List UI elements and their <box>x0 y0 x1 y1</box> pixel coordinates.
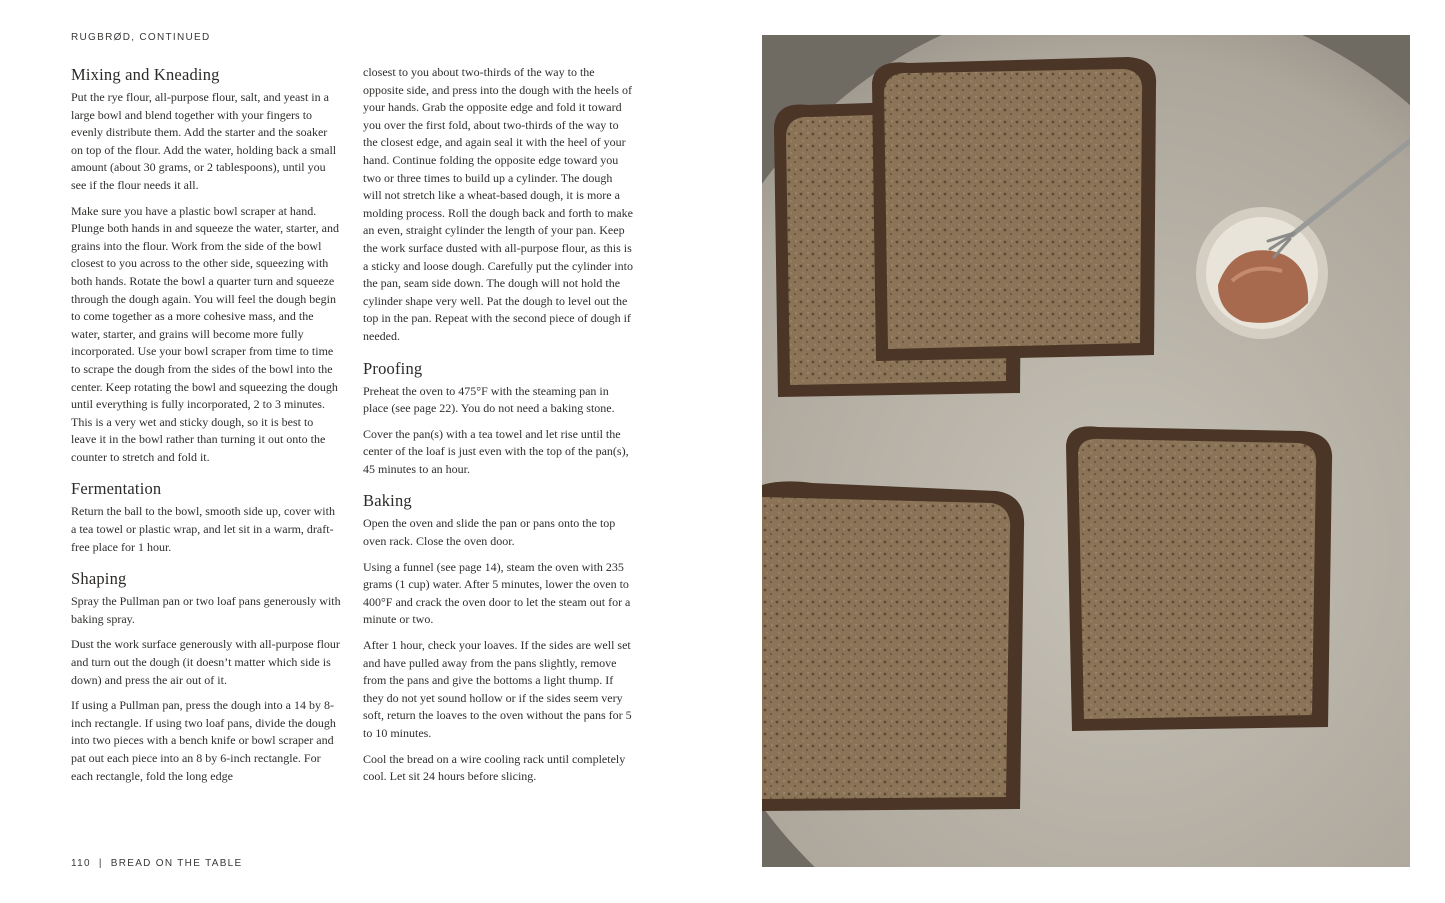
paragraph: If using a Pullman pan, press the dough into a 14 by 8-inch rectangle. If using two loaf pans, divide the dough into two pieces with a bench knife or bowl scraper and pat out each piece into an 8 by 6-inch rectangle. For each rectangle, fold the long edge <box>71 698 336 783</box>
bread-slice <box>1066 426 1332 731</box>
heading-shaping: Shaping <box>71 569 127 589</box>
herring-jar <box>1196 207 1328 339</box>
heading-mixing: Mixing and Kneading <box>71 65 220 84</box>
bread-slice <box>872 57 1156 361</box>
heading-baking: Baking <box>363 491 412 511</box>
running-head: RUGBRØD, CONTINUED <box>71 32 211 43</box>
paragraph: Preheat the oven to 475°F with the steaming pan in place (see page 22). You do not need a baking stone. <box>363 383 615 416</box>
section-proofing <box>363 358 633 479</box>
page-number: 110 <box>71 858 91 869</box>
paragraph: After 1 hour, check your loaves. If the sides are well set and have pulled away from the pans slightly, remove from the pans and give the bottoms a light thump. If they do not yet sound hollow or if the sides seem very soft, return the loaves to the oven without the pans for 5 to 10 minutes. <box>363 638 632 740</box>
footer-separator: | <box>98 858 103 869</box>
paragraph: Open the oven and slide the pan or pans onto the top oven rack. Close the oven door. <box>363 516 616 549</box>
text-column-right <box>363 64 633 794</box>
bread-slices-photo <box>762 35 1410 867</box>
page-footer <box>71 858 243 869</box>
paragraph: Using a funnel (see page 14), steam the oven with 235 grams (1 cup) water. After 5 minutes, lower the oven to 400°F and crack the oven door to let the steam out for a minute or two. <box>363 559 631 627</box>
section-fermentation <box>71 478 341 556</box>
section-mixing <box>71 64 341 466</box>
paragraph: Make sure you have a plastic bowl scraper at hand. Plunge both hands in and squeeze the water, starter, and grains into the flour. Work from the side of the bowl closest to you across to the other side, squeezing with both hands. Rotate the bowl a quarter turn and squeeze through the dough again. You will feel the dough begin to come together as a more cohesive mass, and the water, starter, and grains will become more fully incorporated. Use your bowl scraper from time to time to scrape the dough from the sides of the bowl into the center. Keep rotating the bowl and squeezing the dough until everything is fully incorporated, 2 to 3 minutes. This is a very wet and sticky dough, so it is best to leave it in the bowl rather than turning it out onto the counter to stretch and fold it. <box>71 203 339 464</box>
paragraph-shaping-continued: closest to you about two-thirds of the way to the opposite side, and press into the dough with the heels of your hands. Grab the opposite edge and fold it toward you over the first fold, about two-thirds of the way to the closest edge, and again seal it with the heel of your hand. Continue folding the opposite edge toward you two or three times to build up a cylinder. The dough will not stretch like a wheat-based dough, it is more a molding process. Roll the dough back and forth to make an even, straight cylinder the length of your pan. Keep the work surface dusted with all-purpose flour, as this is a sticky and loose dough. Carefully put the cylinder into the pan, seam side down. The dough will not hold the cylinder shape very well. Pat the dough to level out the top in the pan. Repeat with the second piece of dough if needed. <box>363 65 633 343</box>
paragraph: Put the rye flour, all-purpose flour, salt, and yeast in a large bowl and blend together with your fingers to evenly distribute them. Add the starter and the soaker on top of the flour. Add the water, holding back a small amount (about 30 grams, or 2 tablespoons), until you see if the flour needs it all. <box>71 90 337 192</box>
paragraph: Spray the Pullman pan or two loaf pans generously with baking spray. <box>71 594 341 626</box>
paragraph: Cool the bread on a wire cooling rack until completely cool. Let sit 24 hours before slicing. <box>363 751 626 784</box>
text-column-left <box>71 64 341 793</box>
section-baking <box>363 490 633 785</box>
paragraph: Dust the work surface generously with all-purpose flour and turn out the dough (it doesn’t matter which side is down) and press the air out of it. <box>71 637 340 687</box>
paragraph: Return the ball to the bowl, smooth side up, cover with a tea towel or plastic wrap, and let sit in a warm, draft-free place for 1 hour. <box>71 504 335 554</box>
heading-proofing: Proofing <box>363 358 423 378</box>
bread-slice <box>762 481 1024 811</box>
paragraph: Cover the pan(s) with a tea towel and let rise until the center of the loaf is just even with the top of the pan(s), 45 minutes to an hour. <box>363 426 629 476</box>
section-shaping <box>71 568 341 785</box>
heading-fermentation: Fermentation <box>71 479 162 499</box>
book-title: BREAD ON THE TABLE <box>110 858 243 869</box>
